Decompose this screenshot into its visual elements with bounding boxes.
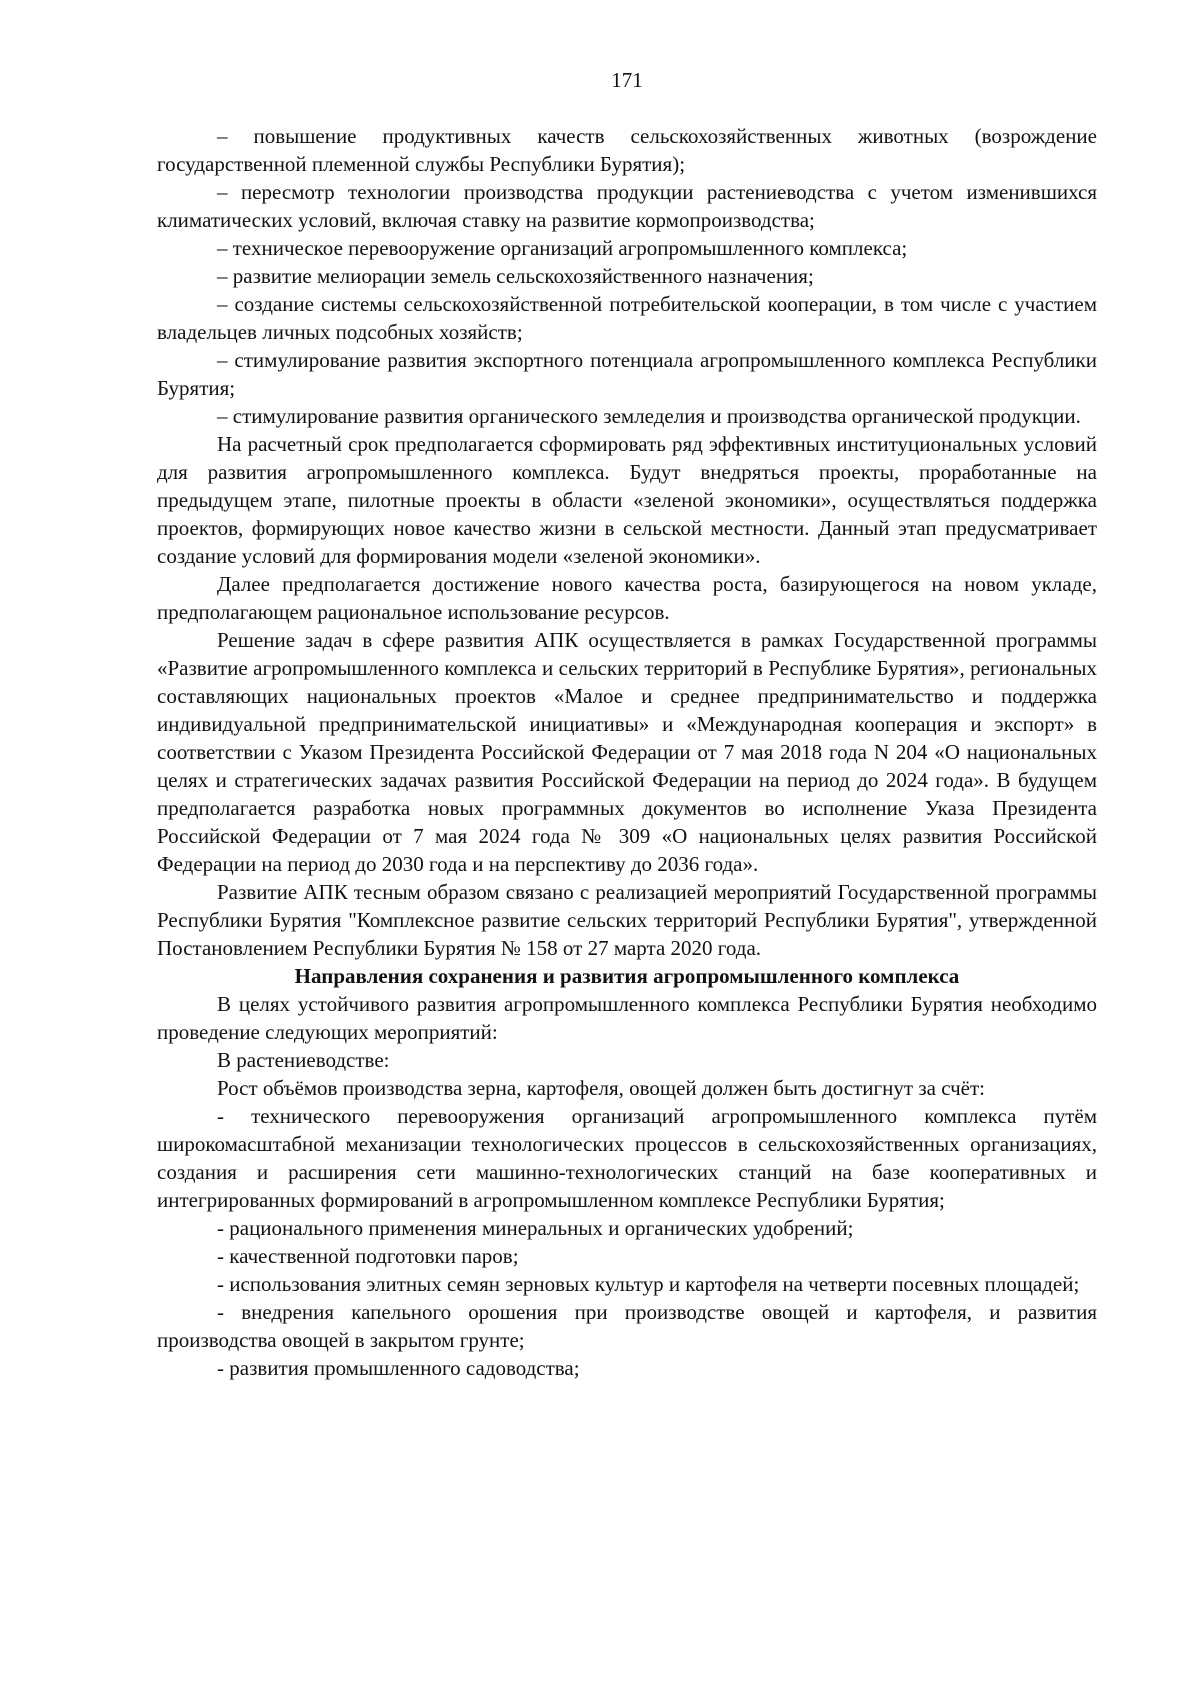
paragraph: – развитие мелиорации земель сельскохозяйственного назначения; bbox=[217, 264, 814, 288]
paragraph: – пересмотр технологии производства продукции растениеводства с учетом изменившихся климатических условий, включая ставку на развитие кормопроизводства; bbox=[157, 180, 1097, 232]
page-number: 171 bbox=[611, 68, 643, 92]
paragraph: – создание системы сельскохозяйственной потребительской кооперации, в том числе с участием владельцев личных подсобных хозяйств; bbox=[157, 292, 1097, 344]
paragraph: – техническое перевооружение организаций агропромышленного комплекса; bbox=[217, 236, 908, 260]
paragraph: - рационального применения минеральных и органических удобрений; bbox=[217, 1216, 854, 1240]
paragraph: – стимулирование развития органического земледелия и производства органической продукции. bbox=[217, 404, 1081, 428]
paragraph: - использования элитных семян зерновых культур и картофеля на четверти посевных площадей; bbox=[217, 1272, 1080, 1296]
paragraph: Рост объёмов производства зерна, картофеля, овощей должен быть достигнут за счёт: bbox=[217, 1076, 985, 1100]
section-heading: Направления сохранения и развития агропромышленного комплекса bbox=[294, 964, 960, 988]
document-page bbox=[157, 66, 1097, 1382]
document-body bbox=[157, 122, 1097, 1382]
paragraph: На расчетный срок предполагается сформировать ряд эффективных институциональных условий для развития агропромышленного комплекса. Будут внедряться проекты, проработанные на предыдущем этапе, пилотные проекты в области «зеленой экономики», осуществляться поддержка проектов, формирующих новое качество жизни в сельской местности. Данный этап предусматривает создание условий для формирования модели «зеленой экономики». bbox=[157, 432, 1097, 568]
paragraph: - качественной подготовки паров; bbox=[217, 1244, 519, 1268]
paragraph: – стимулирование развития экспортного потенциала агропромышленного комплекса Республики Бурятия; bbox=[157, 348, 1097, 400]
paragraph: Развитие АПК тесным образом связано с реализацией мероприятий Государственной программы Республики Бурятия "Комплексное развитие сельских территорий Республики Бурятия", утвержденной Постановлением Республики Бурятия № 158 от 27 марта 2020 года. bbox=[157, 880, 1097, 960]
paragraph: Решение задач в сфере развития АПК осуществляется в рамках Государственной программы «Развитие агропромышленного комплекса и сельских территорий в Республике Бурятия», региональных составляющих национальных проектов «Малое и среднее предпринимательство и поддержка индивидуальной предпринимательской инициативы» и «Международная кооперация и экспорт» в соответствии с Указом Президента Российской Федерации от 7 мая 2018 года N 204 «О национальных целях и стратегических задачах развития Российской Федерации на период до 2024 года». В будущем предполагается разработка новых программных документов во исполнение Указа Президента Российской Федерации от 7 мая 2024 года № 309 «О национальных целях развития Российской Федерации на период до 2030 года и на перспективу до 2036 года». bbox=[157, 628, 1097, 876]
paragraph: - внедрения капельного орошения при производстве овощей и картофеля, и развития производства овощей в закрытом грунте; bbox=[157, 1300, 1097, 1352]
paragraph: В растениеводстве: bbox=[217, 1048, 390, 1072]
paragraph: В целях устойчивого развития агропромышленного комплекса Республики Бурятия необходимо проведение следующих мероприятий: bbox=[157, 992, 1097, 1044]
paragraph: - технического перевооружения организаций агропромышленного комплекса путём широкомасштабной механизации технологических процессов в сельскохозяйственных организациях, создания и расширения сети машинно-технологических станций на базе кооперативных и интегрированных формирований в агропромышленном комплексе Республики Бурятия; bbox=[157, 1104, 1097, 1212]
paragraph: - развития промышленного садоводства; bbox=[217, 1356, 580, 1380]
paragraph: – повышение продуктивных качеств сельскохозяйственных животных (возрождение государственной племенной службы Республики Бурятия); bbox=[157, 124, 1097, 176]
paragraph: Далее предполагается достижение нового качества роста, базирующегося на новом укладе, предполагающем рациональное использование ресурсов. bbox=[157, 572, 1097, 624]
